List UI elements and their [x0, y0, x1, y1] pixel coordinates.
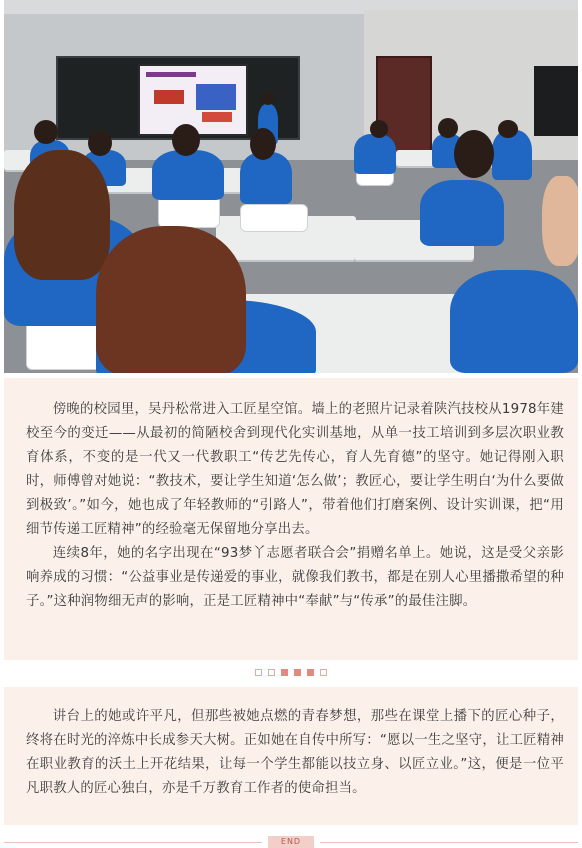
classroom-photo: [4, 0, 578, 373]
end-line-right: [320, 842, 578, 843]
article-panel-1: [4, 378, 578, 660]
student-head: [454, 130, 494, 178]
divider-dot: [281, 669, 288, 676]
end-divider: [4, 834, 578, 846]
end-label: END: [268, 836, 314, 848]
screen-title-bar: [146, 72, 196, 77]
student-head: [88, 130, 112, 156]
end-line-left: [4, 842, 262, 843]
dots-divider: [0, 664, 582, 680]
student-head: [172, 124, 200, 156]
student-head: [438, 118, 458, 138]
student-head: [542, 176, 578, 266]
screen-red-banner: [202, 112, 232, 122]
screen-blue-block: [196, 84, 236, 110]
student-head: [96, 226, 246, 373]
student-head: [34, 120, 58, 144]
student-head: [14, 150, 110, 280]
wall-tv: [534, 66, 578, 136]
teacher-head: [262, 92, 274, 105]
chair: [240, 204, 308, 232]
student-figure: [420, 180, 504, 246]
article-paragraph: 傍晚的校园里，吴丹松常进入工匠星空馆。墙上的老照片记录着陕汽技校从1978年建校至今的变迁——从最初的简陋校舍到现代化实训基地，从单一技工培训到多层次职业教育体系，不变的是一代又一代教职工“传艺先传心，育人先育德”的坚守。她记得刚入职时，师傅曾对她说：“教技术，要让学生知道‘怎么做’；教匠心，要让学生明白‘为什么要做到极致’。”如今，她也成了年轻教师的“引路人”，带着他们打磨案例、设计实训课，把“用细节传递工匠精神”的经验毫无保留地分享出去。: [26, 402, 564, 537]
article-paragraph: 连续8年，她的名字出现在“93梦丫志愿者联合会”捐赠名单上。她说，这是受父亲影响养成的习惯：“公益事业是传递爱的事业，就像我们教书，都是在别人心里播撒希望的种子。”这种润物细无声的影响，正是工匠精神中“奉献”与“传承”的最佳注脚。: [26, 546, 564, 609]
student-head: [250, 128, 276, 160]
screen-red-block: [154, 90, 184, 104]
student-head: [370, 120, 388, 138]
divider-dot: [320, 669, 327, 676]
article-paragraph: 讲台上的她或许平凡，但那些被她点燃的青春梦想，那些在课堂上播下的匠心种子，终将在时光的淬炼中长成参天大树。正如她在自传中所写：“愿以一生之坚守，让工匠精神在职业教育的沃土上开花结果，让每一个学生都能以技立身、以匠立业。”这，便是一位平凡职教人的匠心独白，亦是千万教育工作者的使命担当。: [26, 709, 564, 796]
student-head: [498, 120, 518, 138]
student-figure: [450, 270, 578, 373]
student-figure: [354, 134, 396, 174]
article-panel-2: [4, 687, 578, 825]
student-figure: [492, 130, 532, 180]
divider-dot: [294, 669, 301, 676]
student-figure: [152, 150, 224, 200]
student-figure: [240, 152, 292, 204]
divider-dot: [268, 669, 275, 676]
divider-dot: [307, 669, 314, 676]
divider-dot: [255, 669, 262, 676]
